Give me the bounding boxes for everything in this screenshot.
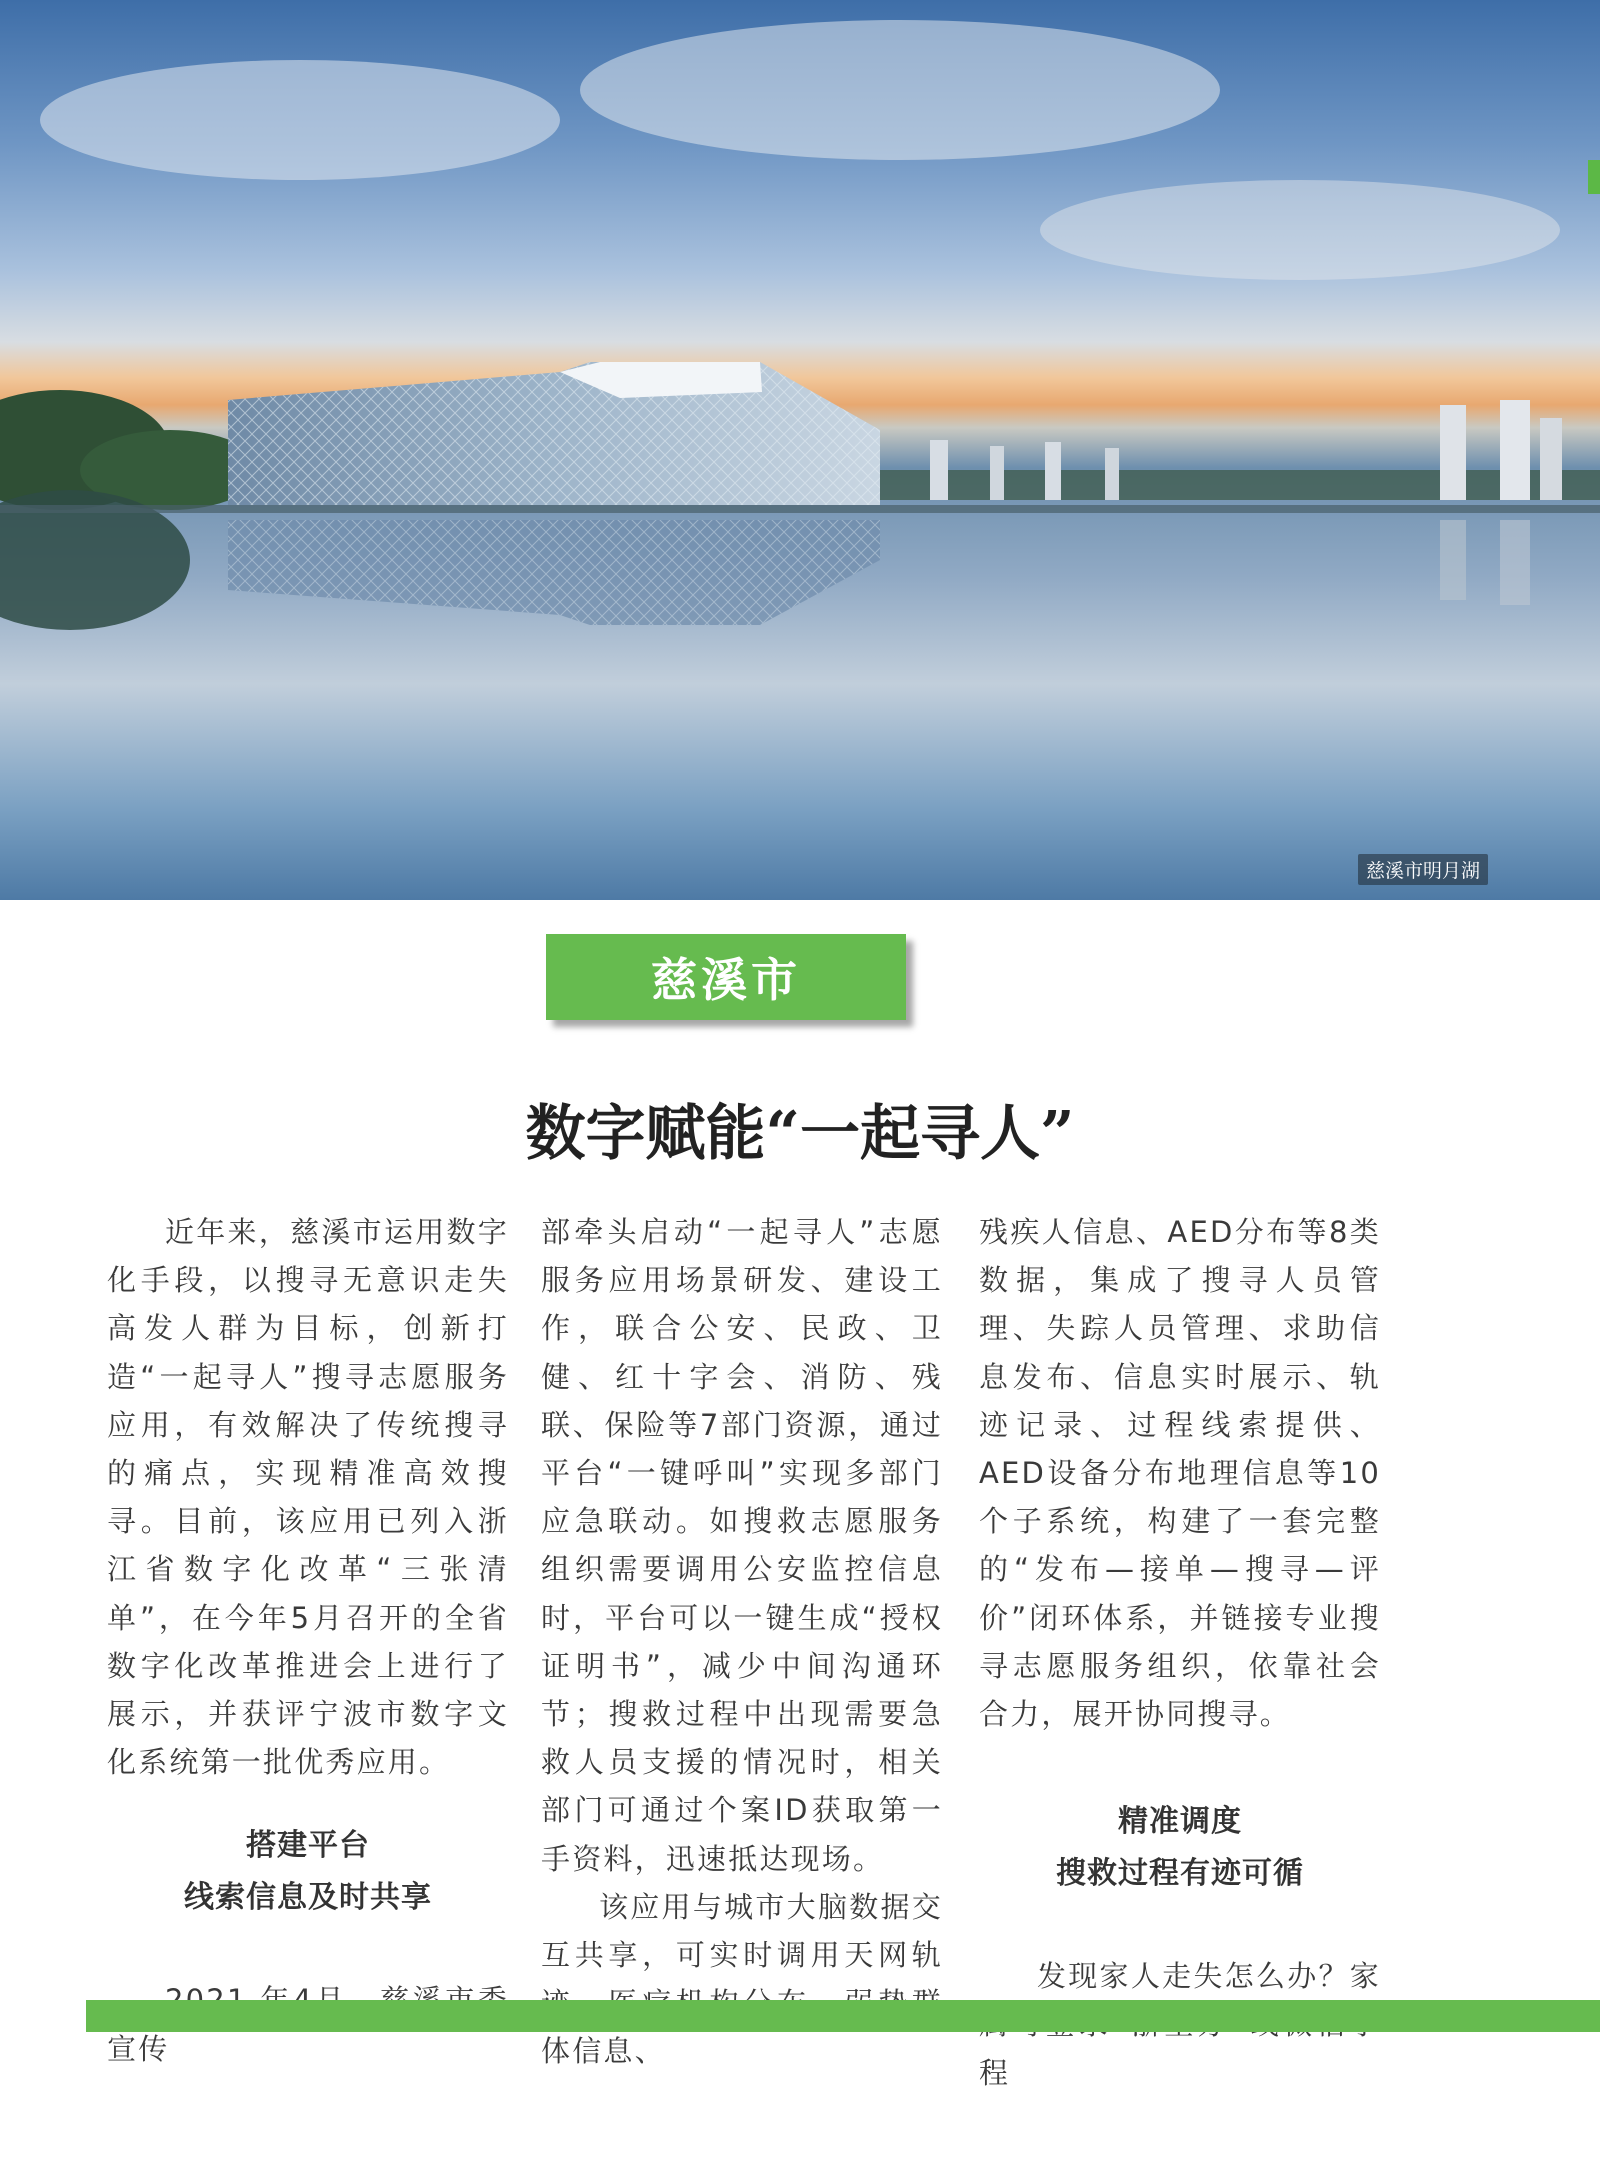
section-label: 慈溪市 xyxy=(546,934,906,1020)
subheading-line: 线索信息及时共享 xyxy=(184,1880,432,1916)
paragraph: 该应用与城市大脑数据交互共享，可实时调用天网轨 体信息、 xyxy=(541,1889,943,2069)
paragraph: 发现家人走失怎么办？家 程 xyxy=(979,1959,1381,2090)
paragraph: 残疾人信息、AED分布等8类数据，集成了搜寻人员管理、失踪人员管理、求助信息发布、信息实时展示、轨迹记录、过程线索提供、AED设备分布地理信息等10个子系统，构建了一套完整的“发布—接单—搜寻—评价”闭环体系，并链接专业搜寻志愿服务组织，依靠社会合力，展开协同搜寻。 xyxy=(979,1215,1381,1732)
subheading-line: 搭建平台 xyxy=(246,1828,370,1864)
article-column-2 xyxy=(541,1208,943,2076)
photo-caption: 慈溪市明月湖 xyxy=(1358,854,1488,885)
side-tab-marker xyxy=(1588,160,1600,194)
section-subheading xyxy=(107,1820,509,1924)
paragraph: 近年来，慈溪市运用数字化手段，以搜寻无意识走失高发人群为目标，创新打造“一起寻人”搜寻志愿服务应用，有效解决了传统搜寻的痛点，实现精准高效搜寻。目前，该应用已列入浙江省数字化改革“三张清单”，在今年5月召开的全省数字化改革推进会上进行了展示，并获评宁波市数字文化系统第一批优秀应用。 xyxy=(107,1215,509,1780)
article-column-3 xyxy=(979,1208,1381,2097)
paragraph: 宣传 xyxy=(107,2031,170,2066)
building-icon xyxy=(0,0,1600,900)
article-column-1 xyxy=(107,1208,509,2073)
lake-photo xyxy=(0,0,1600,900)
paragraph: 部牵头启动“一起寻人”志愿服务应用场景研发、建设工作，联合公安、民政、卫健、红十字会、消防、残联、保险等7部门资源，通过平台“一键呼叫”实现多部门应急联动。如搜救志愿服务组织需要调用公安监控信息时，平台可以一键生成“授权证明书”，减少中间沟通环节；搜救过程中出现需要急救人员支援的情况时，相关部门可通过个案ID获取第一手资料，迅速抵达现场。 xyxy=(541,1215,943,1876)
subheading-line: 搜救过程有迹可循 xyxy=(1056,1856,1304,1892)
article-headline: 数字赋能“一起寻人” xyxy=(525,1099,1075,1169)
subheading-line: 精准调度 xyxy=(1118,1804,1242,1840)
footer-bar xyxy=(86,2000,1600,2032)
section-subheading xyxy=(979,1796,1381,1900)
